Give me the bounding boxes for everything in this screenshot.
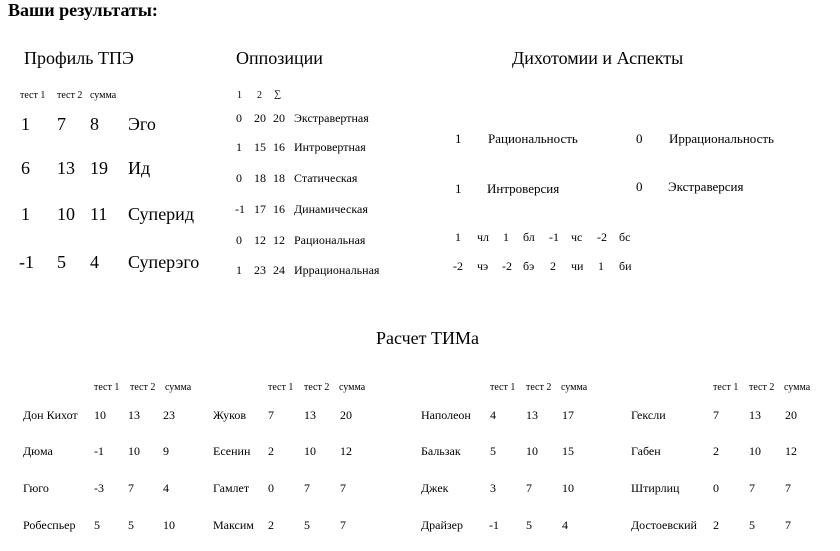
tim-test2-value: 5: [304, 518, 310, 532]
aspect-value: -2: [597, 230, 607, 244]
tim-type-name: Гюго: [23, 481, 49, 495]
opposition-a-value: 1: [236, 140, 242, 154]
opposition-a-value: 0: [236, 171, 242, 185]
dichotomy-label: Рациональность: [488, 131, 578, 146]
profile-test1-value: 6: [21, 158, 30, 178]
opposition-sum-value: 18: [273, 171, 285, 185]
tim-test1-value: 10: [94, 408, 106, 422]
aspect-value: 2: [550, 259, 556, 273]
tim-sum-value: 7: [785, 518, 791, 532]
tim-col-header: тест 1: [94, 382, 120, 393]
opposition-b-value: 18: [254, 171, 266, 185]
tim-type-name: Робеспьер: [23, 518, 76, 532]
opposition-sum-value: 20: [273, 111, 285, 125]
profile-label: Суперэго: [128, 252, 200, 272]
opposition-label: Экстравертная: [294, 111, 369, 125]
tim-test2-value: 10: [749, 444, 761, 458]
profile-col-header: сумма: [90, 90, 117, 101]
aspect-value: 1: [503, 230, 509, 244]
opposition-b-value: 23: [254, 263, 266, 277]
tim-test2-value: 7: [128, 481, 134, 495]
tim-col-header: тест 2: [526, 382, 552, 393]
tim-test1-value: 5: [490, 444, 496, 458]
profile-label: Эго: [128, 114, 156, 134]
profile-heading: Профиль ТПЭ: [24, 48, 134, 68]
aspect-label: чи: [571, 259, 584, 273]
tim-sum-value: 20: [340, 408, 352, 422]
aspect-label: чэ: [477, 259, 489, 273]
aspect-label: би: [619, 259, 632, 273]
aspect-value: -2: [453, 259, 463, 273]
opposition-sum-value: 16: [273, 140, 285, 154]
opposition-a-value: -1: [235, 202, 245, 216]
opposition-col-header: 2: [257, 90, 262, 101]
dichotomy-label: Интроверсия: [487, 181, 560, 196]
tim-sum-value: 7: [785, 481, 791, 495]
tim-test2-value: 10: [304, 444, 316, 458]
dichotomy-label: Иррациональность: [669, 131, 774, 146]
opposition-sum-value: 12: [273, 233, 285, 247]
tim-type-name: Наполеон: [421, 408, 471, 422]
tim-test1-value: 0: [268, 481, 274, 495]
opposition-label: Интровертная: [294, 140, 366, 154]
profile-test2-value: 13: [57, 158, 75, 178]
tim-type-name: Достоевский: [631, 518, 697, 532]
tim-col-header: сумма: [784, 382, 811, 393]
aspect-label: бэ: [523, 259, 535, 273]
opposition-a-value: 1: [236, 263, 242, 277]
dichotomy-value: 1: [455, 181, 462, 196]
page-title: Ваши результаты:: [8, 0, 158, 20]
opposition-b-value: 15: [254, 140, 266, 154]
opposition-sum-value: 16: [273, 202, 285, 216]
opposition-label: Иррациональная: [294, 263, 380, 277]
tim-sum-value: 20: [785, 408, 797, 422]
tim-type-name: Есенин: [213, 444, 251, 458]
tim-type-name: Гексли: [631, 408, 666, 422]
tim-test1-value: 2: [268, 518, 274, 532]
tim-type-name: Габен: [631, 444, 661, 458]
tim-sum-value: 15: [562, 444, 574, 458]
dichotomy-label: Экстраверсия: [668, 179, 744, 194]
tim-sum-value: 7: [340, 518, 346, 532]
opposition-b-value: 20: [254, 111, 266, 125]
tim-test1-value: -1: [94, 444, 104, 458]
opposition-sum-value: 24: [273, 263, 285, 277]
tim-type-name: Максим: [213, 518, 254, 532]
tim-sum-value: 23: [163, 408, 175, 422]
profile-label: Суперид: [128, 204, 194, 224]
tim-test2-value: 7: [304, 481, 310, 495]
aspect-value: -2: [502, 259, 512, 273]
opposition-a-value: 0: [236, 233, 242, 247]
tim-sum-value: 4: [562, 518, 568, 532]
aspect-value: 1: [455, 230, 461, 244]
aspect-label: чс: [571, 230, 583, 244]
tim-type-name: Дон Кихот: [23, 408, 78, 422]
profile-sum-value: 19: [90, 158, 108, 178]
tim-test2-value: 10: [526, 444, 538, 458]
tim-test1-value: 5: [94, 518, 100, 532]
aspect-label: чл: [477, 230, 490, 244]
tim-test2-value: 10: [128, 444, 140, 458]
tim-sum-value: 10: [163, 518, 175, 532]
tim-type-name: Дюма: [23, 444, 53, 458]
opposition-a-value: 0: [236, 111, 242, 125]
profile-test2-value: 10: [57, 204, 75, 224]
tim-heading: Расчет ТИМа: [376, 328, 480, 348]
tim-test2-value: 5: [749, 518, 755, 532]
tim-test1-value: 4: [490, 408, 496, 422]
tim-test2-value: 13: [749, 408, 761, 422]
tim-sum-value: 10: [562, 481, 574, 495]
tim-test1-value: 7: [713, 408, 719, 422]
tim-sum-value: 4: [163, 481, 169, 495]
tim-test1-value: 2: [713, 444, 719, 458]
tim-type-name: Гамлет: [213, 481, 250, 495]
tim-test1-value: 0: [713, 481, 719, 495]
aspect-value: 1: [598, 259, 604, 273]
profile-test2-value: 7: [57, 114, 66, 134]
profile-sum-value: 8: [90, 114, 99, 134]
dichotomy-value: 0: [636, 131, 643, 146]
opposition-b-value: 12: [254, 233, 266, 247]
aspect-value: -1: [549, 230, 559, 244]
aspect-label: бл: [523, 230, 535, 244]
tim-test2-value: 7: [749, 481, 755, 495]
dichotomies-heading: Дихотомии и Аспекты: [512, 48, 684, 68]
tim-type-name: Штирлиц: [631, 481, 680, 495]
dichotomy-value: 1: [455, 131, 462, 146]
tim-test2-value: 5: [526, 518, 532, 532]
tim-test2-value: 5: [128, 518, 134, 532]
tim-test2-value: 13: [128, 408, 140, 422]
profile-test2-value: 5: [57, 252, 66, 272]
tim-test2-value: 13: [526, 408, 538, 422]
tim-col-header: сумма: [165, 382, 192, 393]
tim-type-name: Жуков: [213, 408, 247, 422]
profile-label: Ид: [128, 158, 151, 178]
tim-sum-value: 12: [340, 444, 352, 458]
profile-sum-value: 4: [90, 252, 99, 272]
opposition-col-header: ∑: [274, 89, 282, 100]
profile-col-header: тест 1: [20, 90, 46, 101]
profile-test1-value: 1: [21, 204, 30, 224]
opposition-heading: Оппозиции: [236, 48, 323, 68]
aspect-label: бс: [619, 230, 631, 244]
tim-col-header: тест 2: [304, 382, 330, 393]
profile-sum-value: 11: [90, 204, 108, 224]
tim-sum-value: 7: [340, 481, 346, 495]
tim-col-header: сумма: [561, 382, 588, 393]
profile-col-header: тест 2: [57, 90, 83, 101]
tim-test1-value: -3: [94, 481, 104, 495]
opposition-label: Рациональная: [294, 233, 366, 247]
tim-type-name: Джек: [421, 481, 449, 495]
tim-col-header: тест 2: [130, 382, 156, 393]
tim-col-header: тест 1: [490, 382, 516, 393]
tim-col-header: тест 1: [268, 382, 294, 393]
tim-sum-value: 17: [562, 408, 574, 422]
tim-sum-value: 9: [163, 444, 169, 458]
opposition-label: Динамическая: [294, 202, 368, 216]
tim-col-header: сумма: [339, 382, 366, 393]
profile-test1-value: -1: [19, 252, 34, 272]
dichotomy-value: 0: [636, 179, 643, 194]
opposition-label: Статическая: [294, 171, 358, 185]
tim-test1-value: 3: [490, 481, 496, 495]
tim-col-header: тест 2: [749, 382, 775, 393]
tim-type-name: Драйзер: [421, 518, 463, 532]
tim-test2-value: 13: [304, 408, 316, 422]
tim-sum-value: 12: [785, 444, 797, 458]
tim-test1-value: -1: [489, 518, 499, 532]
tim-test1-value: 2: [713, 518, 719, 532]
profile-test1-value: 1: [21, 114, 30, 134]
tim-test2-value: 7: [526, 481, 532, 495]
opposition-b-value: 17: [254, 202, 266, 216]
tim-test1-value: 7: [268, 408, 274, 422]
tim-col-header: тест 1: [713, 382, 739, 393]
tim-type-name: Бальзак: [421, 444, 461, 458]
tim-test1-value: 2: [268, 444, 274, 458]
opposition-col-header: 1: [237, 90, 242, 101]
